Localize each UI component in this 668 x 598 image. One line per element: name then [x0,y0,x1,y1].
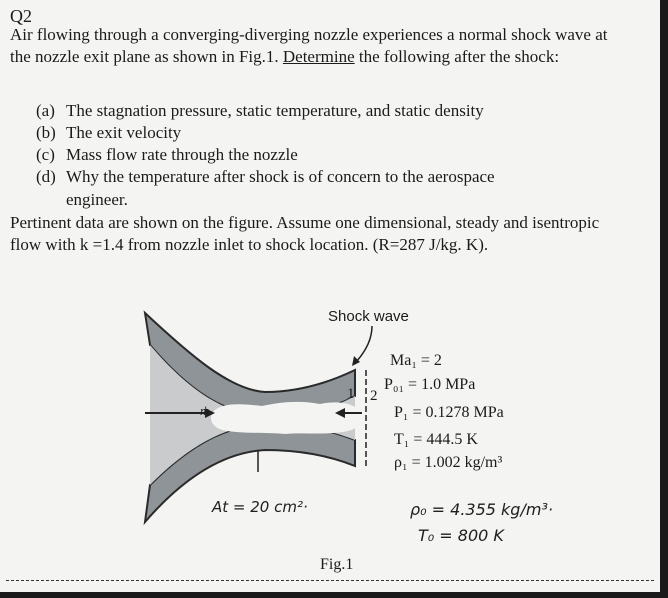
part-tag: (b) [36,123,56,142]
section-1-label: 1 [347,386,355,402]
part-c [36,144,495,166]
t0-note: T₀ = 800 K [418,526,504,545]
flow-blob [211,402,360,434]
data-paragraph: Pertinent data are shown on the figure. Assume one dimensional, steady and isentropic flow with k =1.4 from nozzle inlet to shock location. (R=287 J/kg. K). [10,213,600,254]
intro-paragraph [10,24,620,68]
intro-text-b: the following after the shock: [354,47,560,66]
part-tag: (d) [36,167,56,186]
p1-value: P₁ = 0.1278 MPa [394,404,504,421]
figure-1 [0,300,660,592]
mass-flow-label: ṁ [200,403,210,418]
shock-leader [356,326,372,362]
throat-area-note: At = 20 cm²· [212,498,308,516]
question-label: Q2 [10,6,32,26]
part-d-continued: engineer. [66,190,128,209]
intro-determine: Determine [282,47,355,66]
part-a [36,100,495,122]
bottom-dashed-divider [6,580,654,581]
part-text: Mass flow rate through the nozzle [66,145,298,164]
p01-value: P₀₁ = 1.0 MPa [384,376,476,393]
shock-leader-head [352,356,360,366]
part-tag: (c) [36,145,55,164]
intro-text-a: Air flowing through a converging-diverging nozzle experiences a normal shock wave at the nozzle exit plane as shown in Fig.1. [10,25,608,66]
shock-wave-label: Shock wave [328,308,409,325]
part-b [36,122,495,144]
figure-caption: Fig.1 [320,556,354,573]
section-2-label: 2 [370,388,378,404]
part-text: Why the temperature after shock is of concern to the aerospace [66,167,495,186]
part-d [36,166,495,188]
part-text: The exit velocity [66,123,182,142]
ma1-value: Ma₁ = 2 [390,352,442,369]
part-text: The stagnation pressure, static temperature, and static density [66,101,484,120]
nozzle-diagram [0,300,660,592]
question-parts [36,100,495,188]
rho0-note: ρ₀ = 4.355 kg/m³· [410,500,553,519]
t1-value: T₁ = 444.5 K [394,431,478,448]
part-tag: (a) [36,101,55,120]
rho1-value: ρ₁ = 1.002 kg/m³ [394,454,503,471]
